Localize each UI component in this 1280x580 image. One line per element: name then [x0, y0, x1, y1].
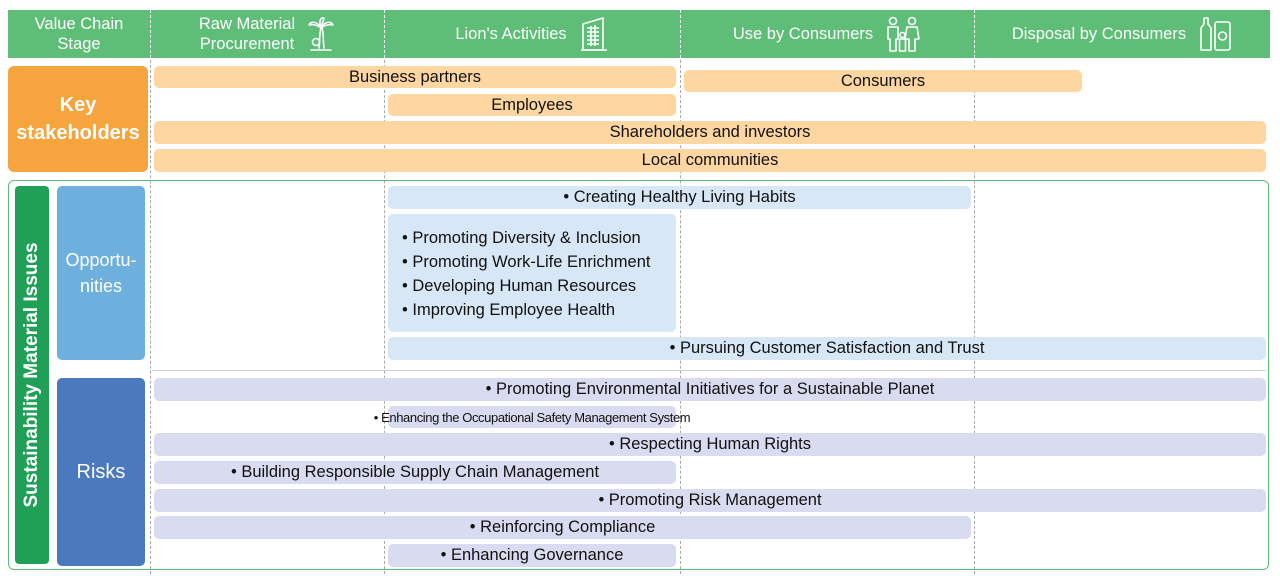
header-label: Procurement [199, 35, 295, 53]
column-divider [150, 10, 151, 58]
column-divider [384, 10, 385, 58]
stakeholder-employees: Employees [388, 94, 676, 116]
label-line: stakeholders [16, 122, 140, 144]
opportunities-label [57, 186, 145, 360]
value-chain-header [8, 10, 1270, 58]
header-use-by-consumers [680, 10, 974, 58]
header-label: Use by Consumers [732, 25, 874, 43]
opportunity-healthy-living: • Creating Healthy Living Habits [388, 186, 971, 209]
header-value-chain-stage [8, 10, 150, 58]
opportunity-human-resources: • Developing Human Resources [402, 277, 637, 295]
header-label: Stage [57, 35, 101, 53]
header-raw-material [150, 10, 384, 58]
stakeholder-business-partners: Business partners [154, 66, 676, 88]
risks-label [57, 378, 145, 566]
column-divider [974, 10, 975, 58]
header-disposal-by-consumers [974, 10, 1270, 58]
opportunity-work-life: • Promoting Work-Life Enrichment [402, 253, 651, 271]
material-issues-label [15, 186, 49, 564]
key-stakeholders-label [8, 66, 148, 172]
label-line: Risks [76, 460, 126, 483]
risk-supply-chain: • Building Responsible Supply Chain Management [154, 461, 676, 484]
opportunity-employee-health: • Improving Employee Health [402, 301, 616, 319]
palm-tree-icon [307, 16, 335, 52]
header-label: Raw Material [198, 15, 296, 33]
section-divider [152, 370, 1266, 371]
family-icon [885, 15, 921, 53]
risk-compliance: • Reinforcing Compliance [154, 516, 971, 539]
stakeholder-shareholders: Shareholders and investors [154, 121, 1266, 144]
header-label: Value Chain [34, 15, 124, 33]
column-divider [680, 10, 681, 58]
risk-governance: • Enhancing Governance [388, 544, 676, 567]
header-lions-activities [384, 10, 680, 58]
label-line: Opportu- [65, 250, 137, 270]
material-issues-label-text: Sustainability Material Issues [21, 242, 42, 508]
label-line: nities [79, 276, 122, 296]
stakeholder-local-communities: Local communities [154, 149, 1266, 172]
risk-environmental: • Promoting Environmental Initiatives for a Sustainable Planet [154, 378, 1266, 401]
opportunity-diversity: • Promoting Diversity & Inclusion [402, 229, 641, 247]
label-line: Key [59, 94, 97, 116]
risk-occupational-safety: • Enhancing the Occupational Safety Management System [388, 406, 676, 428]
opportunity-customer-satisfaction: • Pursuing Customer Satisfaction and Trust [388, 337, 1266, 360]
building-icon [579, 16, 609, 52]
risk-human-rights: • Respecting Human Rights [154, 433, 1266, 456]
bottle-icon [1198, 16, 1232, 52]
header-label: Disposal by Consumers [1011, 25, 1187, 43]
header-label: Lion's Activities [455, 25, 567, 43]
stakeholder-consumers: Consumers [684, 70, 1082, 92]
risk-management: • Promoting Risk Management [154, 489, 1266, 512]
opportunity-hr-group [388, 214, 676, 332]
